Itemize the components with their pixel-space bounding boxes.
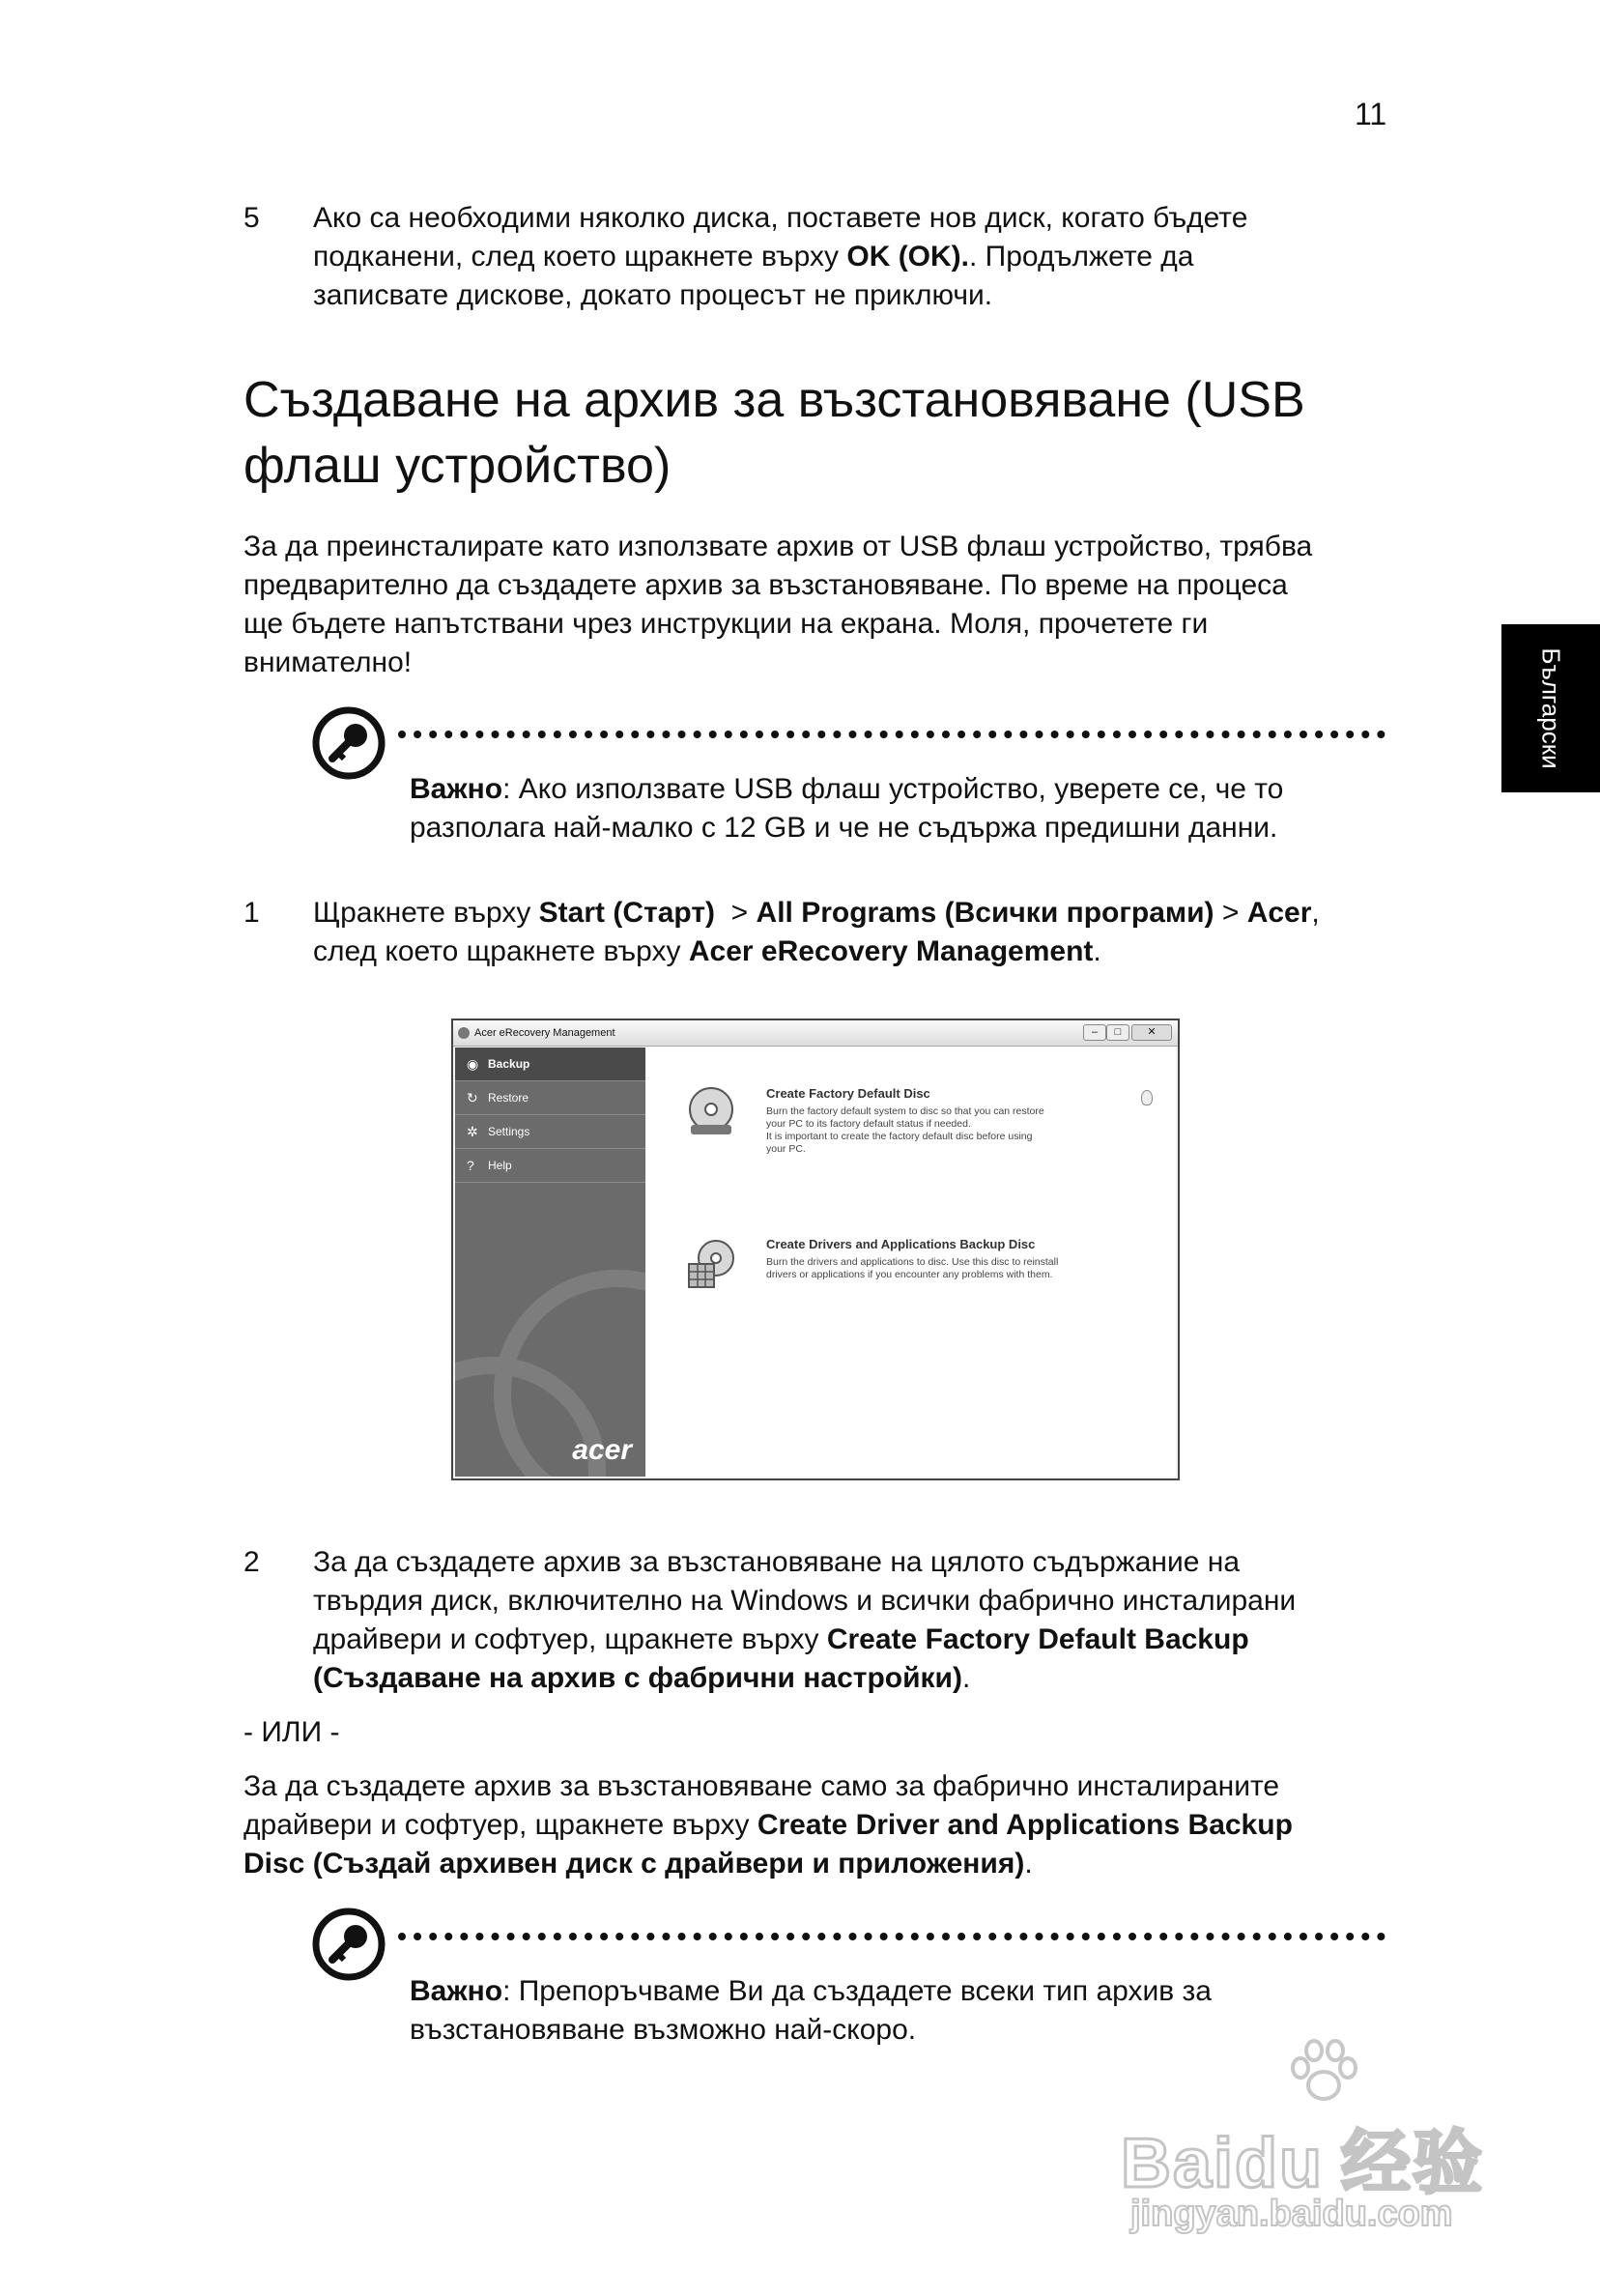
step5-number: 5 xyxy=(243,202,260,234)
app-sidebar xyxy=(455,1048,645,1477)
heading-line1: Създаване на архив за възстановяване (USB xyxy=(243,372,1305,428)
note2-divider xyxy=(398,1933,1386,1940)
note1-label: Важно xyxy=(410,773,503,805)
watermark-brand: Baidu xyxy=(1121,2125,1325,2202)
disc-apps-icon[interactable] xyxy=(685,1239,737,1291)
step1-text: Щракнете върху Start (Старт) > All Programs (Всички програми) > Acer, след което щракнете върху Acer eRecovery Management. xyxy=(313,897,1320,967)
page-number: 11 xyxy=(1355,97,1387,131)
step5-text xyxy=(313,199,1424,315)
step5-line3: записвате дискове, докато процесът не приключи. xyxy=(313,279,993,311)
or-separator: - ИЛИ - xyxy=(243,1716,340,1748)
maximize-button[interactable]: □ xyxy=(1106,1024,1129,1041)
option1-description: Burn the factory default system to disc so that you can restore your PC to its factory default status if needed. It is important to create the factory default disc before using your PC. xyxy=(766,1105,1044,1155)
acer-logo: acer xyxy=(572,1434,632,1466)
nav-settings[interactable]: ✲ Settings xyxy=(455,1115,645,1149)
note1-text: Важно: Ако използвате USB флаш устройство, уверете се, че то разполага най-малко с 12 GB и че не съдържа предишни данни. xyxy=(410,773,1284,844)
language-tab xyxy=(1501,624,1600,792)
step2-text: За да създадете архив за възстановяване на цялото съдържание на твърдия диск, включително на Windows и всички фабрично инсталирани драйвери и софтуер, щракнете върху Create Factory Default Backup (Създаване на архив с фабрични настройки). xyxy=(313,1546,1297,1694)
note1-divider xyxy=(398,731,1386,738)
window-title: Acer eRecovery Management xyxy=(474,1027,615,1039)
backup-icon: ◉ xyxy=(467,1056,479,1072)
nav-backup[interactable]: ◉ Backup xyxy=(455,1048,645,1081)
nav-restore[interactable]: ↻ Restore xyxy=(455,1081,645,1115)
intro-paragraph: За да преинсталирате като използвате архив от USB флаш устройство, трябва предварително да създадете архив за възстановяване. По време на процеса ще бъдете напътствани чрез инструкции на екрана. Моля, прочетете ги внимателно! xyxy=(243,531,1313,678)
app-main-panel xyxy=(646,1048,1176,1477)
app-icon xyxy=(458,1027,470,1039)
language-tab-label: Български xyxy=(1536,647,1566,769)
section-heading xyxy=(243,367,1403,499)
help-icon: ? xyxy=(467,1158,474,1173)
settings-icon: ✲ xyxy=(467,1124,478,1139)
baidu-watermark xyxy=(1111,2039,1536,2242)
window-titlebar xyxy=(453,1020,1178,1047)
note2-text: Важно: Препоръчваме Ви да създадете всеки тип архив за възстановяване възможно най-скоро. xyxy=(410,1975,1212,2046)
restore-icon: ↻ xyxy=(467,1090,478,1105)
paw-icon xyxy=(1285,2039,1362,2107)
step1-number: 1 xyxy=(243,897,260,929)
key-icon xyxy=(311,705,386,781)
note2-label: Важно xyxy=(410,1975,503,2007)
erecovery-window xyxy=(451,1019,1180,1480)
disc-icon[interactable] xyxy=(685,1086,737,1138)
nav-help[interactable]: ? Help xyxy=(455,1149,645,1183)
step5-line2: подканени, след което щракнете върху OK (OK).. Продължете да xyxy=(313,241,1194,273)
create-factory-default-disc-option[interactable]: Create Factory Default Disc xyxy=(766,1086,930,1101)
key-icon xyxy=(311,1907,386,1982)
tip-bulb-icon[interactable] xyxy=(1141,1090,1153,1105)
create-drivers-apps-backup-disc-option[interactable]: Create Drivers and Applications Backup Disc xyxy=(766,1237,1036,1251)
step5-line1: Ако са необходими няколко диска, поставете нов диск, когато бъдете xyxy=(313,202,1248,234)
minimize-button[interactable]: – xyxy=(1083,1024,1106,1041)
heading-line2: флаш устройство) xyxy=(243,438,671,494)
close-button[interactable]: ✕ xyxy=(1131,1024,1172,1041)
option2-description: Burn the drivers and applications to disc. Use this disc to reinstall drivers or applications if you encounter any problems with them. xyxy=(766,1256,1059,1280)
alt-paragraph: За да създадете архив за възстановяване само за фабрично инсталираните драйвери и софтуер, щракнете върху Create Driver and Applications Backup Disc (Създай архивен диск с драйвери и приложения). xyxy=(243,1770,1293,1880)
watermark-cn: 经验 xyxy=(1341,2125,1485,2202)
watermark-url: jingyan.baidu.com xyxy=(1130,2194,1453,2234)
step2-number: 2 xyxy=(243,1546,260,1578)
